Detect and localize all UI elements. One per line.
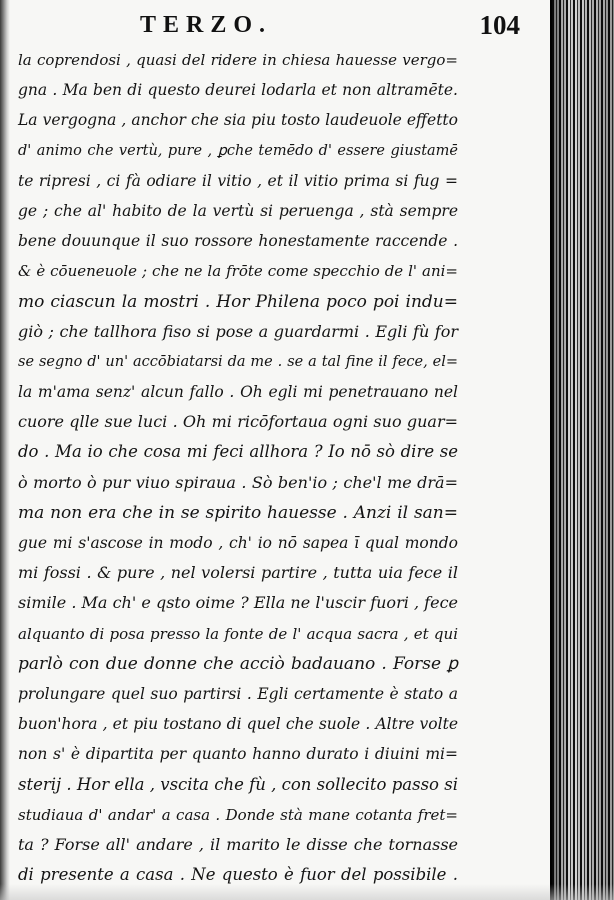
text-line: buon'hora , et piu tostano di quel che suole . Altre volte <box>18 715 458 734</box>
page-header <box>140 10 520 40</box>
text-line: la m'ama senz' alcun fallo . Oh egli mi penetrauano nel <box>18 383 458 402</box>
text-line: mi fossi . & pure , nel volersi partire , tutta uia fece il <box>18 563 458 583</box>
running-head: TERZO. <box>140 12 273 38</box>
text-line: do . Ma io che cosa mi feci allhora ? Io nō sò dire se <box>18 442 458 462</box>
text-line: ò morto ò pur viuo spiraua . Sò ben'io ; che'l me drā= <box>18 472 458 492</box>
text-line: studiaua d' andar' a casa . Donde stà mane cotanta fret= <box>18 805 458 824</box>
text-line: ma non era che in se spirito hauesse . Anzi il san= <box>18 502 458 523</box>
text-line: non s' è dipartita per quanto hanno durato i diuini mi= <box>18 745 458 764</box>
text-line: sterij . Hor ella , vscita che fù , con sollecito passo si <box>18 774 458 794</box>
text-line: gna . Ma ben di questo deurei lodarla et non altramēte. <box>18 81 458 100</box>
text-line: bene douunque il suo rossore honestamente raccende . <box>18 232 458 251</box>
text-line: parlò con due donne che acciò badauano . Forse ꝑ <box>18 653 458 674</box>
text-line: mo ciascun la mostri . Hor Philena poco poi indu= <box>18 291 458 312</box>
gutter-shadow <box>0 0 10 900</box>
text-line: te ripresi , ci fà odiare il vitio , et il vitio prima si fug = <box>18 171 458 190</box>
text-line: cuore qlle sue luci . Oh mi ricōfortaua ogni suo guar= <box>18 412 458 432</box>
text-line: giò ; che tallhora fiso si pose a guardarmi . Egli fù for <box>18 321 458 341</box>
text-line: se segno d' un' accōbiatarsi da me . se a tal fine il fece, el= <box>18 353 458 370</box>
text-line: prolungare quel suo partirsi . Egli certamente è stato a <box>18 684 458 703</box>
text-line: la coprendosi , quasi del ridere in chiesa hauesse vergo= <box>18 51 458 69</box>
text-line: gue mi s'ascose in modo , ch' io nō sapea ī qual mondo <box>18 534 458 552</box>
text-line: ta ? Forse all' andare , il marito le disse che tornasse <box>18 834 458 854</box>
text-line: simile . Ma ch' e qsto oime ? Ella ne l'uscir fuori , fece <box>18 593 458 613</box>
page-number: 104 <box>479 10 520 40</box>
page-edges-shade <box>552 0 614 900</box>
text-line: d' animo che vertù, pure , ꝑche temēdo d' essere giustamē <box>18 142 458 159</box>
text-line: ge ; che al' habito de la vertù si peruenga , stà sempre <box>18 201 458 220</box>
body-text <box>18 45 458 890</box>
text-line: & è cōueneuole ; che ne la frōte come specchio de l' ani= <box>18 262 458 281</box>
text-line: alquanto di posa presso la fonte de l' acqua sacra , et qui <box>18 624 458 643</box>
text-line: La vergogna , anchor che sia piu tosto laudeuole effetto <box>18 111 458 130</box>
bottom-shadow <box>0 884 614 900</box>
text-line: di presente a casa . Ne questo è fuor del possibile . <box>18 865 458 885</box>
